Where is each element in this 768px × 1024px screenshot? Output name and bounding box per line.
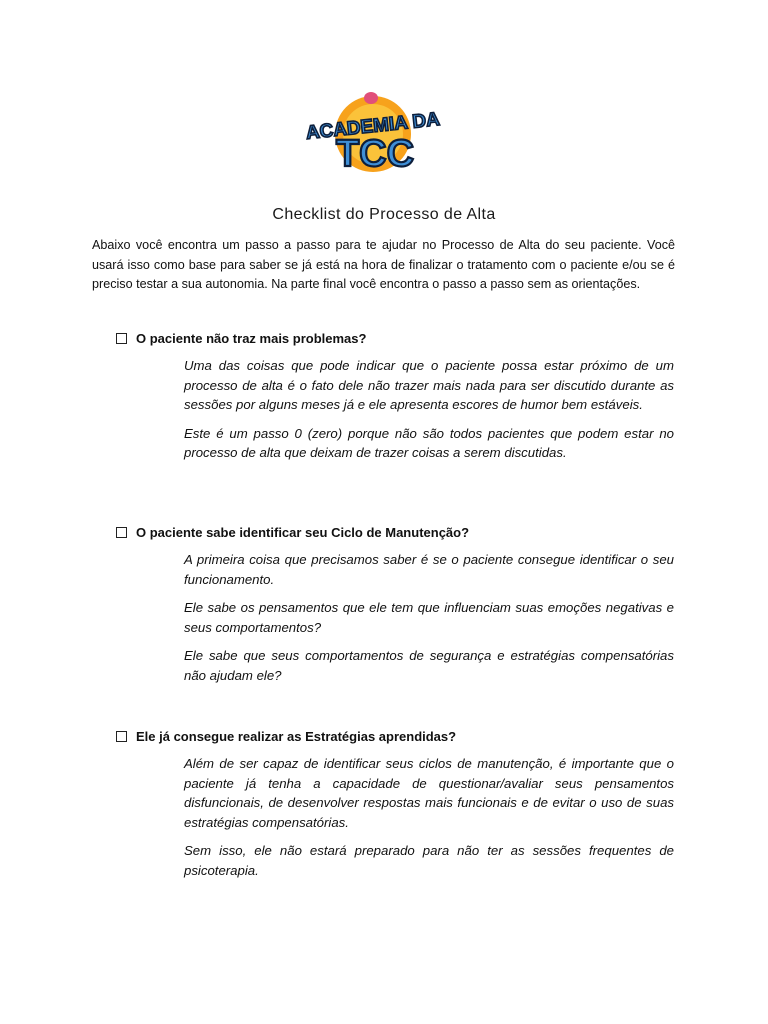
academia-da-tcc-logo xyxy=(296,88,450,174)
checklist-question-row xyxy=(116,328,676,348)
checklist-question-row xyxy=(116,726,676,746)
checklist-question: Ele já consegue realizar as Estratégias aprendidas? xyxy=(136,728,457,744)
checklist-paragraph: Este é um passo 0 (zero) porque não são todos pacientes que podem estar no processo de alta que deixam de trazer coisas a serem discutidas. xyxy=(184,425,674,461)
checklist-question: O paciente sabe identificar seu Ciclo de Manutenção? xyxy=(136,524,470,540)
checklist-item xyxy=(116,328,676,463)
checklist-question-row xyxy=(116,522,676,542)
intro-paragraph: Abaixo você encontra um passo a passo para te ajudar no Processo de Alta do seu paciente. Você usará isso como base para saber se já está na hora de finalizar o tratamento com o paciente e/ou se é preciso testar a sua autonomia. Na parte final você encontra o passo a passo sem as orientações. xyxy=(92,238,675,291)
logo-line1: ACADEMIA DA xyxy=(304,109,441,144)
checklist-paragraph: Ele sabe que seus comportamentos de segurança e estratégias compensatórias não ajudam ele? xyxy=(184,648,674,683)
checklist-paragraph: Além de ser capaz de identificar seus ciclos de manutenção, é importante que o paciente já tenha a capacidade de questionar/avaliar seus pensamentos disfuncionais, de desenvolver respostas mais funcionais e de evitar o uso de suas estratégias compensatórias. xyxy=(184,756,674,830)
checkbox[interactable] xyxy=(116,527,127,538)
logo-graphic xyxy=(296,88,450,174)
checklist-question: O paciente não traz mais problemas? xyxy=(136,330,367,346)
checklist-item xyxy=(116,522,676,686)
checklist-item xyxy=(116,726,676,881)
checklist-paragraph: Ele sabe os pensamentos que ele tem que influenciam suas emoções negativas e seus comportamentos? xyxy=(184,600,674,635)
brain-icon xyxy=(364,92,378,104)
checklist-paragraph: A primeira coisa que precisamos saber é se o paciente consegue identificar o seu funcionamento. xyxy=(184,552,674,587)
page-title: Checklist do Processo de Alta xyxy=(272,206,496,223)
checkbox[interactable] xyxy=(116,333,127,344)
checklist-paragraph: Uma das coisas que pode indicar que o paciente possa estar próximo de um processo de alta é o fato dele não trazer mais nada para ser discutido durante as sessões por alguns meses já e ele apresenta escores de humor bem estáveis. xyxy=(184,358,674,413)
checkbox[interactable] xyxy=(116,731,127,742)
logo-line2: TCC xyxy=(335,133,415,174)
checklist-paragraph: Sem isso, ele não estará preparado para não ter as sessões frequentes de psicoterapia. xyxy=(184,843,674,878)
